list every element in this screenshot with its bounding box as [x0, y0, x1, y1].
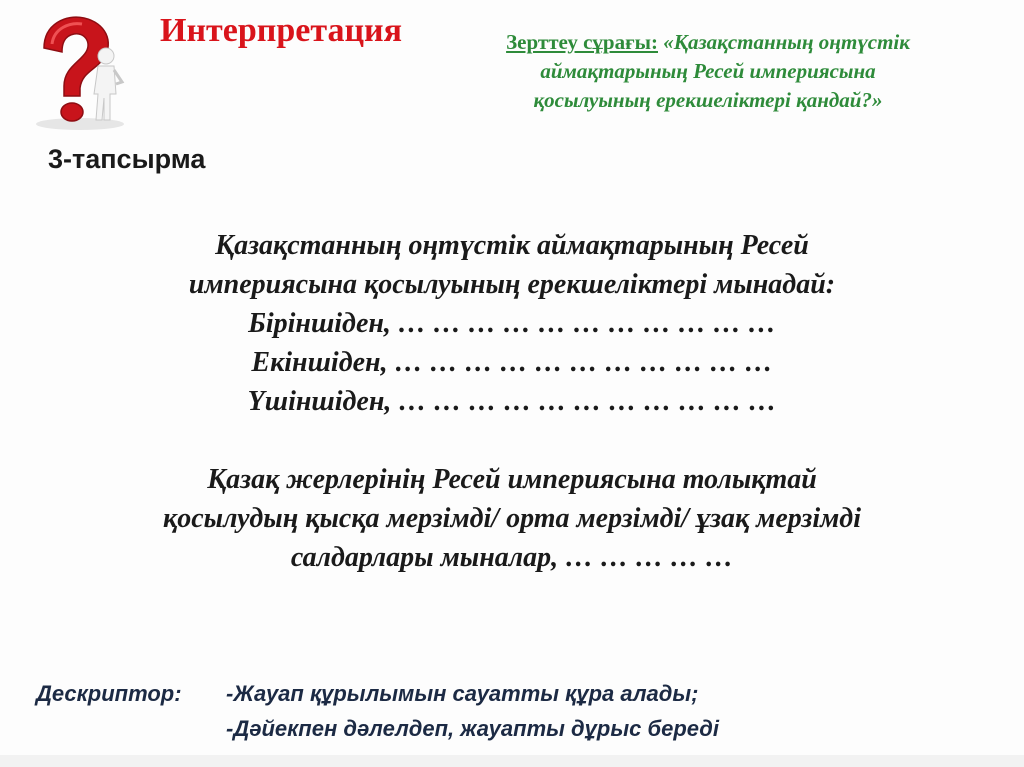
main-line: Қазақ жерлерінің Ресей империясына толықтай [207, 464, 817, 495]
main-line: Екіншіден, … … … … … … … … … … … [251, 347, 773, 378]
descriptor-item: -Жауап құрылымын сауатты құра алады; [226, 681, 699, 706]
footer-band [0, 755, 1024, 767]
main-text [60, 226, 964, 577]
paragraph-gap [60, 421, 964, 460]
research-question-text: «Қазақстанның оңтүстік аймақтарының Ресей империясына қосылуының ерекшеліктері қандай?» [533, 30, 910, 112]
main-line: империясына қосылуының ерекшеліктері мынадай: [188, 269, 836, 300]
question-mark-figure-icon [22, 8, 134, 132]
main-line: қосылудың қысқа мерзімді/ орта мерзімді/ ұзақ мерзімді [163, 503, 861, 534]
main-line: Біріншіден, … … … … … … … … … … … [248, 308, 776, 339]
page-title: Интерпретация [160, 12, 403, 49]
task-label: 3-тапсырма [48, 144, 206, 174]
descriptor-label: Дескриптор: [36, 681, 182, 706]
main-line: Үшіншіден, … … … … … … … … … … … [247, 386, 777, 417]
descriptor-indent [36, 711, 226, 746]
descriptor-item: -Дәйекпен дәлелдеп, жауапты дұрыс береді [226, 716, 719, 741]
main-line: салдарлары мыналар, … … … … … [290, 542, 734, 573]
research-question [498, 28, 918, 115]
main-line: Қазақстанның оңтүстік аймақтарының Ресей [215, 230, 809, 261]
research-question-label: Зерттеу сұрағы: [506, 30, 658, 54]
descriptor [36, 676, 719, 746]
